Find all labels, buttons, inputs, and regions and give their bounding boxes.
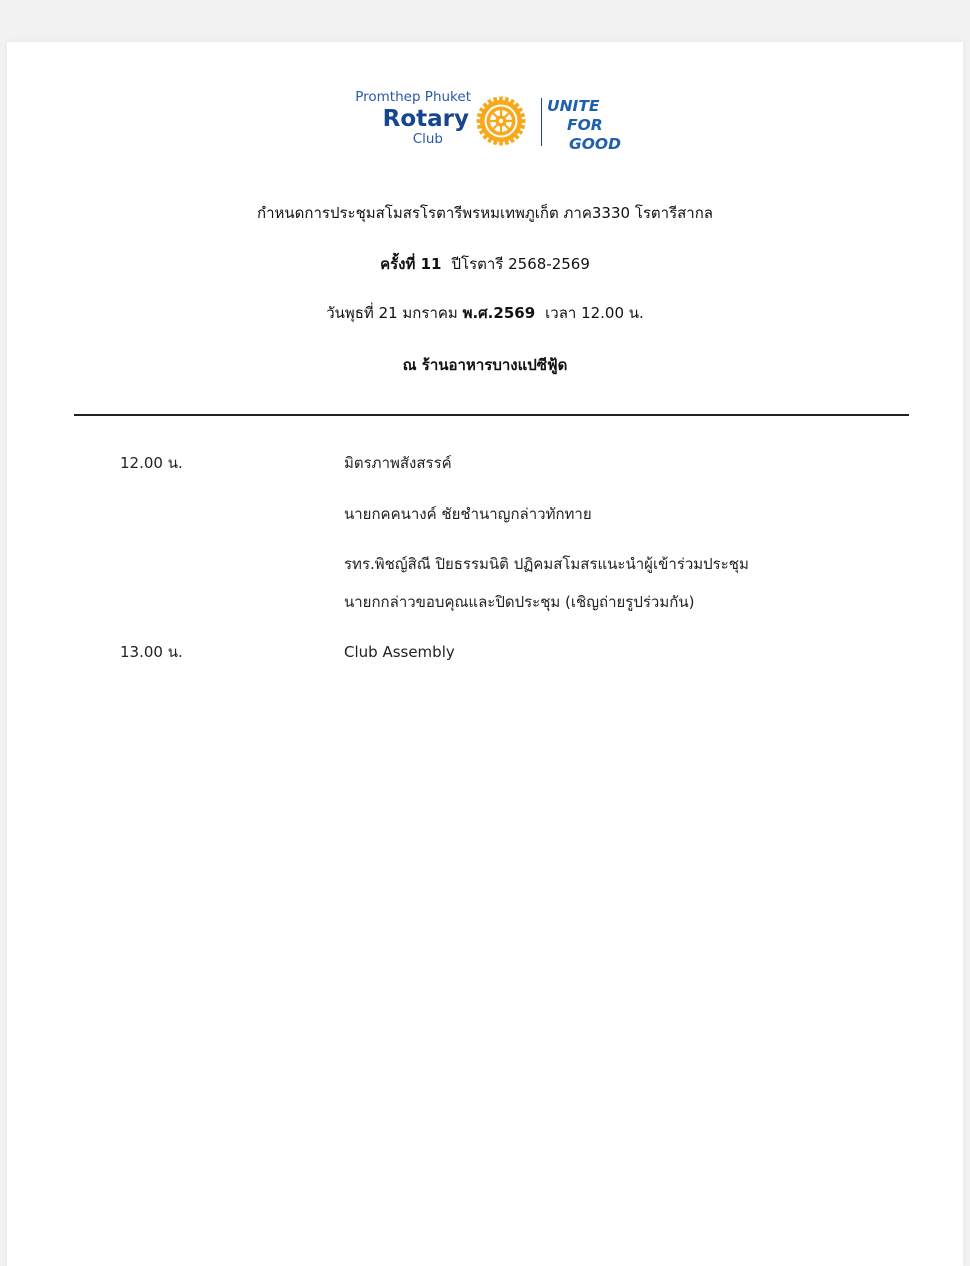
document-title: กำหนดการประชุมสโมสรโรตารีพรหมเทพภูเก็ต ภาค3330 โรตารีสากล	[257, 204, 713, 222]
agenda-item: นายกคคนางค์ ชัยชำนาญกล่าวทักทาย	[344, 505, 592, 523]
agenda-item: รทร.พิชญ์สิณี ปิยธรรมนิติ ปฏิคมสโมสรแนะนำผู้เข้าร่วมประชุม	[344, 555, 749, 573]
agenda-item: มิตรภาพสังสรรค์	[344, 454, 452, 472]
agenda-item: นายกกล่าวขอบคุณและปิดประชุม (เชิญถ่ายรูปร่วมกัน)	[344, 593, 695, 611]
slogan-line: UNITE	[547, 97, 600, 115]
meeting-count: ครั้งที่ 11	[380, 255, 442, 273]
agenda-time: 13.00 น.	[120, 643, 183, 661]
logo-club-name: Promthep Phuket	[355, 89, 471, 105]
logo-divider	[541, 98, 542, 146]
slogan-line: GOOD	[569, 135, 621, 153]
logo-text	[339, 88, 471, 147]
meeting-date	[7, 302, 963, 324]
logo-club: Club	[412, 131, 443, 147]
slogan-line: FOR	[567, 116, 603, 134]
meeting-time: เวลา 12.00 น.	[545, 304, 644, 322]
agenda-item: Club Assembly	[344, 643, 455, 661]
rotary-year: ปีโรตารี 2568-2569	[451, 255, 590, 273]
meeting-year: พ.ศ.2569	[462, 304, 536, 322]
logo-slogan	[547, 97, 637, 154]
document-page	[7, 42, 963, 1266]
club-logo	[339, 88, 639, 154]
meeting-venue: ณ ร้านอาหารบางแปซีฟู้ด	[402, 356, 568, 374]
rotary-wheel-icon	[475, 95, 527, 147]
divider-line	[74, 414, 909, 416]
meeting-day: วันพุธที่ 21 มกราคม	[326, 304, 458, 322]
meeting-number	[7, 253, 963, 275]
agenda-time: 12.00 น.	[120, 454, 183, 472]
logo-rotary: Rotary	[382, 106, 469, 132]
